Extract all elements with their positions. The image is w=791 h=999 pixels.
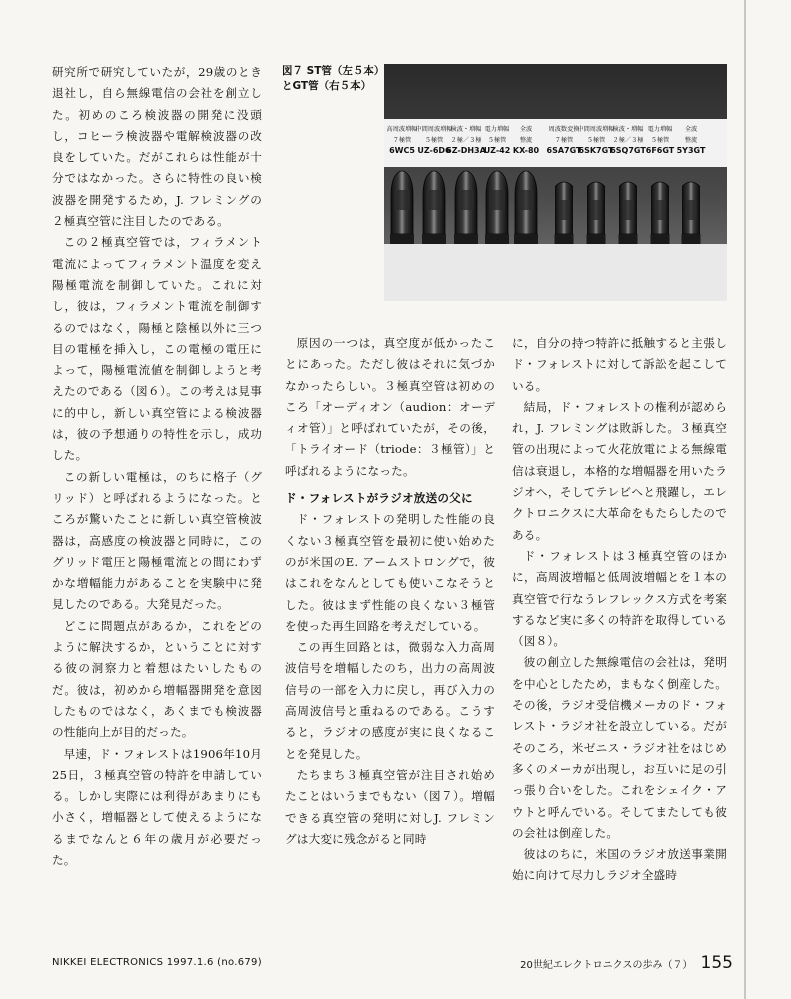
tube-spec-label: 検波・増幅 xyxy=(450,126,482,133)
tube-electrode xyxy=(426,190,442,210)
footer-series xyxy=(520,953,733,973)
tube-base xyxy=(587,234,606,244)
paragraph: この再生回路とは，微弱な入力高周波信号を増幅したのち，出力の高周波信号の一部を入力に戻し，再び入力の高周波信号と重ねるのである。こうすると，ラジオの感度が実に良くなることを発見した。 xyxy=(285,640,495,761)
tube-electrode xyxy=(489,190,505,210)
tube-electrode xyxy=(394,190,410,210)
tube-base xyxy=(454,234,478,244)
figure-caption: 図７ ST管（左５本）とGT管（右５本） xyxy=(282,65,380,92)
paragraph: 彼はのちに，米国のラジオ放送事業開始に向けて尽力しラジオ全盛時 xyxy=(512,847,727,883)
tube-type-label: 6WC5 xyxy=(389,146,415,155)
tube-spec-label: 整流 xyxy=(519,137,533,144)
paragraph: 原因の一つは，真空度が低かったことにあった。ただし彼はそれに気づかなかったらしい。３極真空管は初めのころ「オーディオン（audion：オーディオ管）」と呼ばれていたが，その後，「トライオード（triode：３極管）」と呼ばれるようになった。 xyxy=(285,336,495,478)
tube-type-label: 6SA7GT xyxy=(546,146,582,155)
paragraph: たちまち３極真空管が注目され始めたことはいうまでもない（図７）。増幅できる真空管の発明に対しJ. フレミングは大変に残念がると同時 xyxy=(285,767,495,846)
tube-type-label: 6Z-DH3A xyxy=(446,146,486,155)
tube-photo xyxy=(384,64,727,301)
paragraph: この２極真空管では，フィラメント電流によってフィラメント温度を変え陽極電流を制御していた。これに対し，彼は，フィラメント電流を制御するのではなく，陽極と陰極以外に三つ目の電極を挿入し，この電極の電圧によって，陽極電流値を制御しようと考えたのである（図６）。この考えは見事に的中し，新しい真空管による検波器は，彼の予想通りの特性を示し，成功した。 xyxy=(52,235,262,463)
tube-spec-label: 整流 xyxy=(684,137,698,144)
tube-electrode xyxy=(458,190,474,210)
tube-base xyxy=(682,234,701,244)
paragraph: この新しい電極は，のちに格子（グリッド）と呼ばれるようになった。ところが驚いたことに新しい真空管検波器は，高感度の検波器と同時に，このグリッド電圧と陽極電流との間にわずかな増幅能力があることを実験中に発見したのである。大発見だった。 xyxy=(52,469,262,612)
tube-spec-label: ５極管 xyxy=(487,137,507,144)
tube-spec-label: ７極管 xyxy=(554,137,574,144)
paragraph: 結局，ド・フォレストの権利が認められ，J. フレミングは敗訴した。３極真空管の出現によって火花放電による無線電信は衰退し，本格的な増幅器を用いたラジオへ，そしてテレビへと飛躍し，エレクトロニクスに大革命をもたらしたのである。 xyxy=(512,399,727,542)
tube-type-label: 6SK7GT xyxy=(578,146,614,155)
tube-type-label: 6F6GT xyxy=(645,146,675,155)
paragraph: どこに問題点があるか，これをどのように解決するか，ということに対する彼の洞察力と着想はたいしたものだ。彼は，初めから増幅器開発を意図したものではなく，あくまでも検波器の性能向上が目的だった。 xyxy=(52,618,262,740)
paragraph: 早速，ド・フォレストは1906年10月25日，３極真空管の特許を申請している。しかし実際には利得があまりにも小さく，増幅器として使えるようになるまでなんと６年の歳月が必要だった。 xyxy=(52,746,262,867)
tube-base xyxy=(619,234,638,244)
tube-type-label: 5Y3GT xyxy=(676,146,706,155)
text-column-1 xyxy=(52,62,262,871)
tube-spec-label: 全波 xyxy=(684,126,698,133)
tube-electrode xyxy=(559,200,570,220)
paragraph: に，自分の持つ特許に抵触すると主張しド・フォレストに対して訴訟を起こしている。 xyxy=(512,336,727,393)
tube-electrode xyxy=(655,200,666,220)
tube-spec-label: ２極／３極 xyxy=(612,137,644,144)
paragraph: 彼の創立した無線電信の会社は，発明を中心としたため，まもなく倒産した。その後，ラジオ受信機メーカのド・フォレスト・ラジオ社を設立している。だがそのころ，米ゼニス・ラジオ社をはじめ多くのメーカが出現し，お互いに足の引っ張り合いをした。これをシェイク・アウトと呼んでいる。そしてまたしても彼の会社は倒産した。 xyxy=(512,655,727,840)
tube-electrode xyxy=(518,190,534,210)
text-column-3 xyxy=(512,333,727,887)
tube-spec-label: 電力増幅 xyxy=(647,126,673,133)
tube-spec-label: ５極管 xyxy=(650,137,670,144)
tube-type-label: KX-80 xyxy=(512,146,540,155)
tube-spec-label: 電力増幅 xyxy=(484,126,510,133)
tube-type-label: UZ-42 xyxy=(483,146,511,155)
tube-base xyxy=(422,234,446,244)
page-edge xyxy=(744,0,746,999)
footer-publication: NIKKEI ELECTRONICS 1997.1.6 (no.679) xyxy=(52,957,262,968)
page-number: 155 xyxy=(700,953,733,973)
tube-spec-label: ５極管 xyxy=(424,137,444,144)
series-title: 20世紀エレクトロニクスの歩み（７） xyxy=(520,960,693,971)
tube-spec-label: 高周波増幅 xyxy=(386,126,418,133)
tube-base xyxy=(485,234,509,244)
tube-spec-label: 周波数変換 xyxy=(548,126,580,133)
tube-base xyxy=(651,234,670,244)
section-heading: ド・フォレストがラジオ放送の父に xyxy=(285,491,473,506)
tube-electrode xyxy=(623,200,634,220)
paragraph: ド・フォレストの発明した性能の良くない３極真空管を最初に使い始めたのが米国のE. アームストロングで，彼はこれをなんとしても使いこなそうとした。彼はまず性能の良くない３極管を使った再生回路を考えだしている。 xyxy=(285,512,495,633)
tube-electrode xyxy=(591,200,602,220)
tube-spec-label: 全波 xyxy=(519,126,533,133)
tube-spec-label: ７極管 xyxy=(392,137,412,144)
tube-base xyxy=(555,234,574,244)
tube-spec-label: 中間周波増幅 xyxy=(577,126,615,133)
tube-spec-label: ５極管 xyxy=(586,137,606,144)
paragraph: ド・フォレストは３極真空管のほかに，高周波増幅と低周波増幅とを１本の真空管で行なうレフレックス方式を考案するなど実に多くの特許を取得している（図８）。 xyxy=(512,548,727,649)
tube-spec-label: 検波・増幅 xyxy=(612,126,644,133)
tube-base xyxy=(390,234,414,244)
tube-spec-label: ２極／３極 xyxy=(450,137,482,144)
text-column-2 xyxy=(285,333,495,850)
tube-base xyxy=(514,234,538,244)
tube-type-label: UZ-6D6 xyxy=(417,146,451,155)
paragraph: 研究所で研究していたが，29歳のとき退社し，自ら無線電信の会社を創立した。初めのころ検波器の開発に没頭し，コヒーラ検波器や電解検波器の改良をしていた。だがこれらは性能が十分ではなかった。さらに特性の良い検波器を開発するため，J. フレミングの２極真空管に注目したのである。 xyxy=(52,65,262,229)
tube-electrode xyxy=(686,200,697,220)
tube-spec-label: 中間周波増幅 xyxy=(415,126,453,133)
tube-type-label: 6SQ7GT xyxy=(610,146,646,155)
